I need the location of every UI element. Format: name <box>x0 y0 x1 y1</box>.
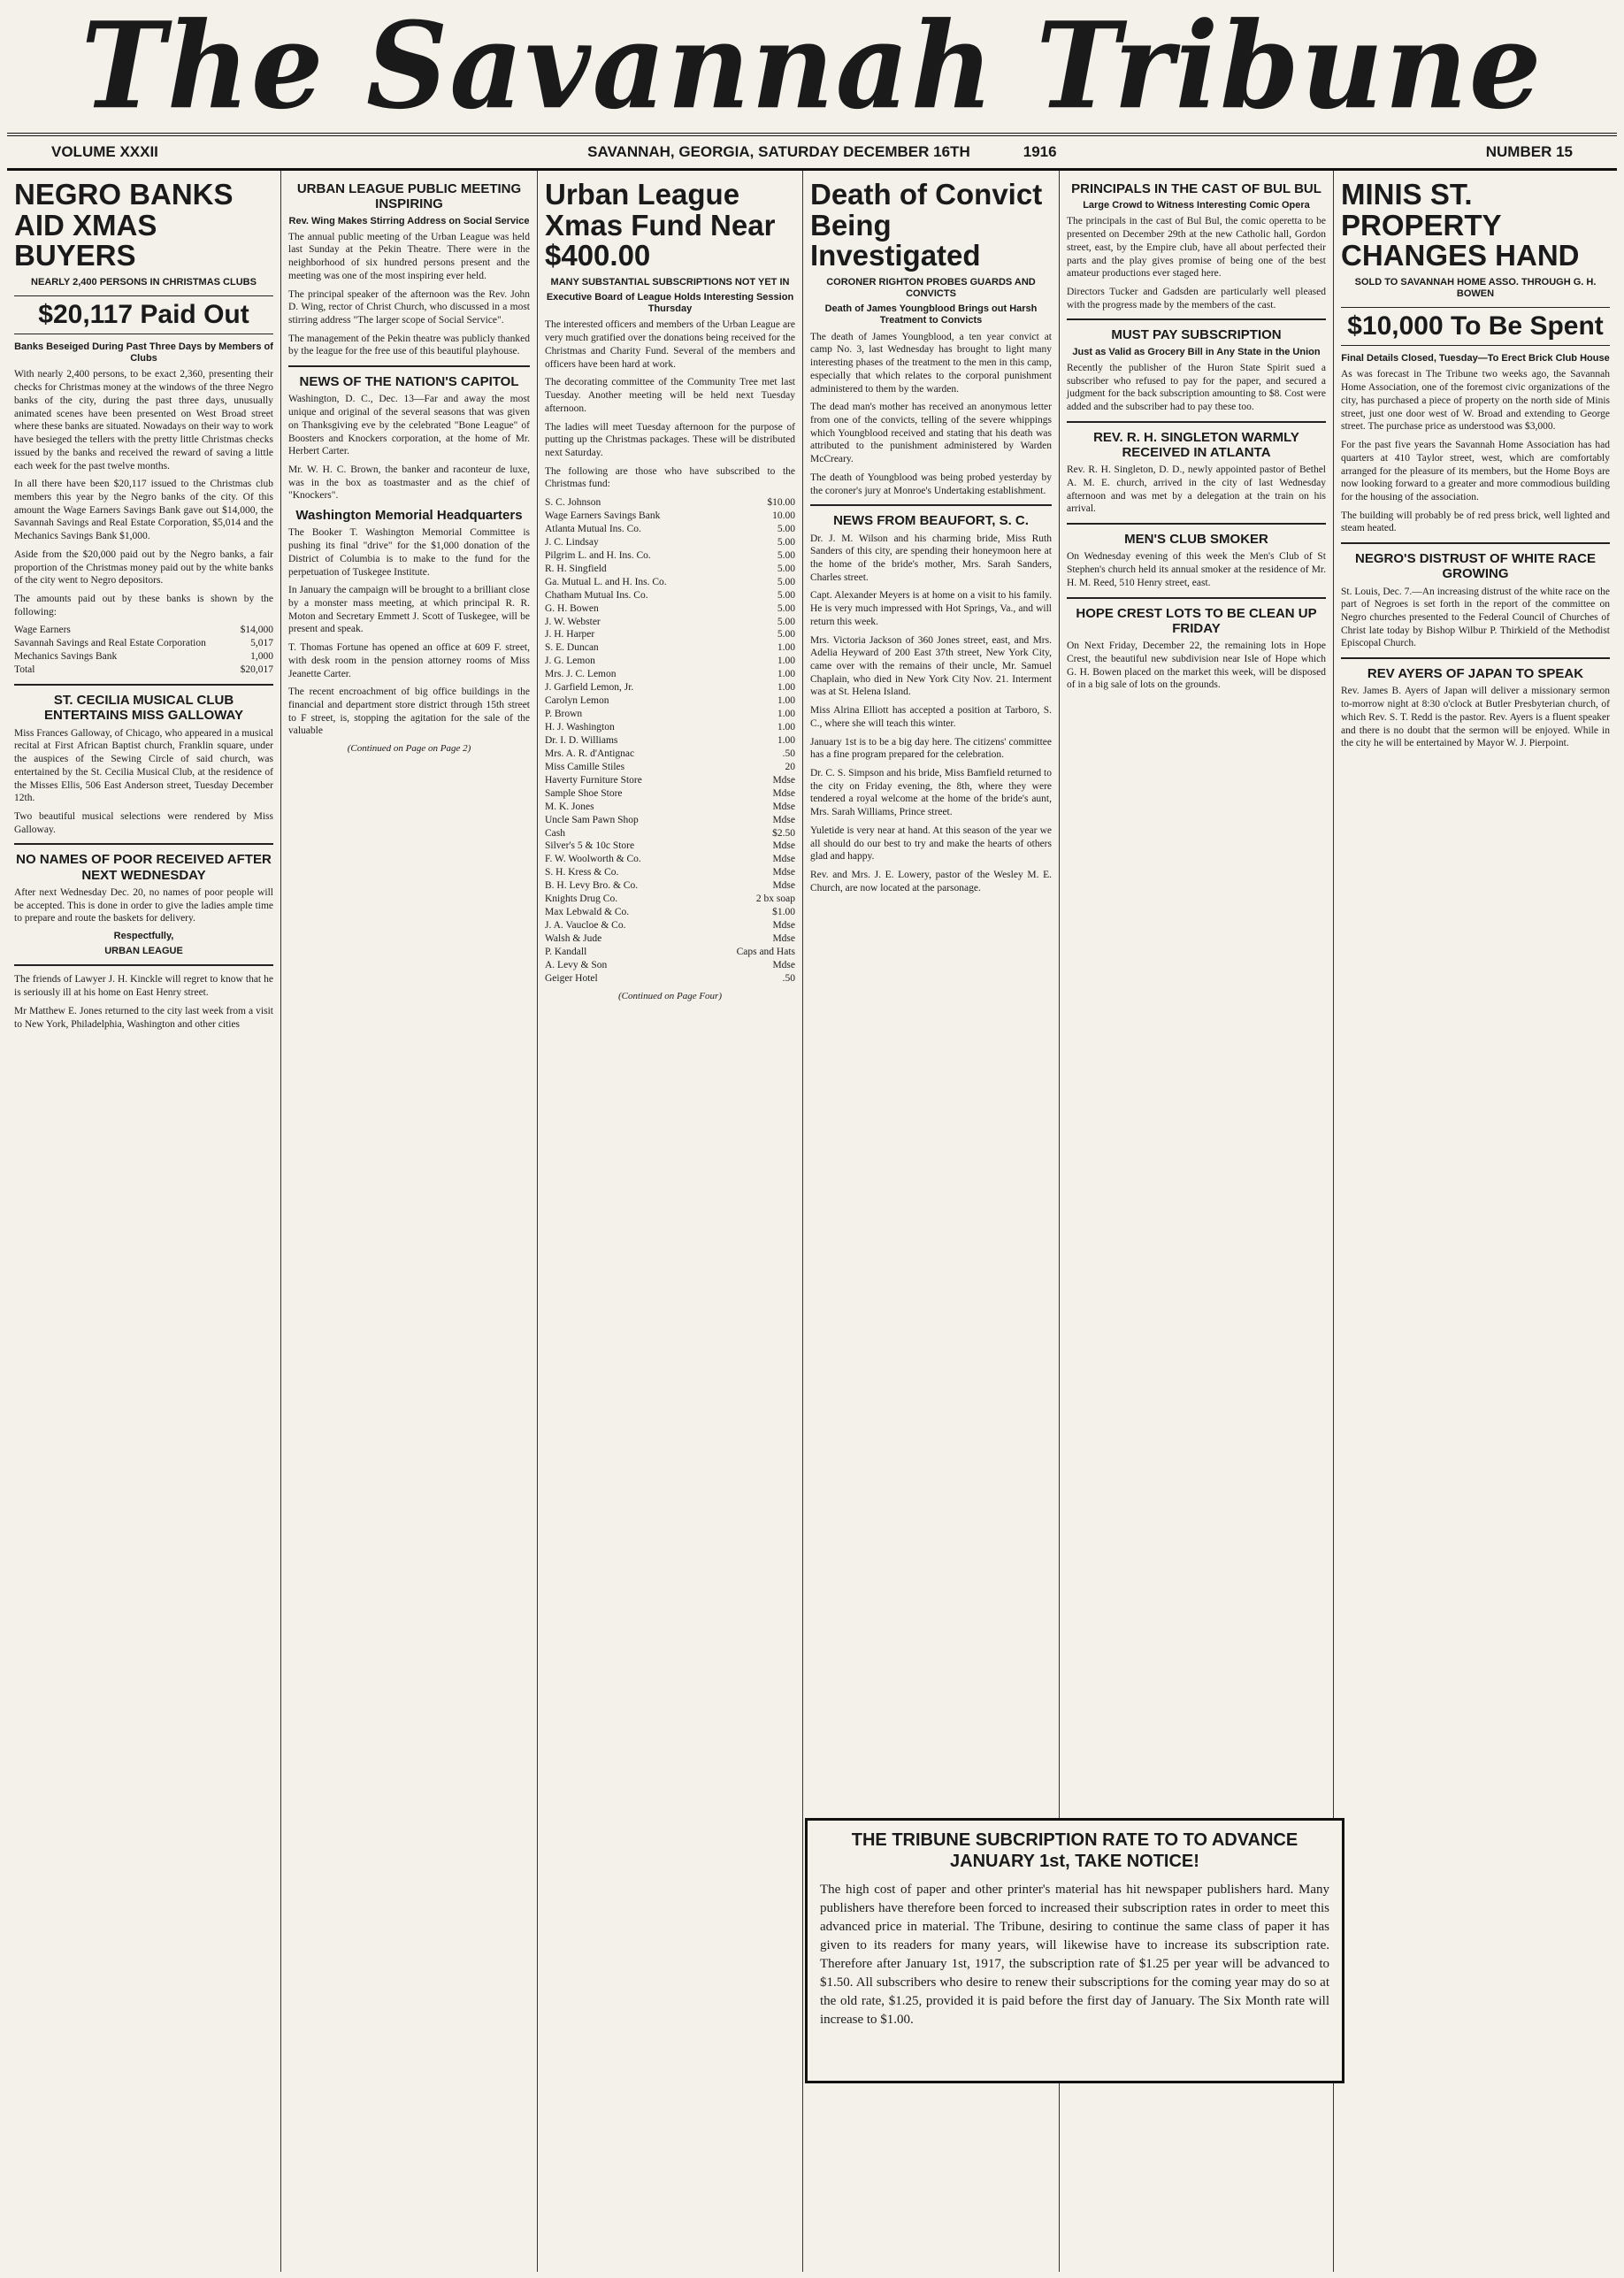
list-item: Savannah Savings and Real Estate Corporation 5,017 <box>14 638 273 649</box>
list-item: P. Kandall Caps and Hats <box>545 946 795 957</box>
article-paragraph: Capt. Alexander Meyers is at home on a visit to his family. He is very much impressed with Hot Springs, Va., and will return this week. <box>810 590 1052 627</box>
article-paragraph: The principal speaker of the afternoon was the Rev. John D. Wing, rector of Christ Church, who discussed in a most stirring address "The larger scope of Social Service". <box>288 288 530 326</box>
subhead-coroner: CORONER RIGHTON PROBES GUARDS AND CONVICTS <box>826 276 1036 300</box>
article-paragraph: The management of the Pekin theatre was publicly thanked by the league for the free use of this beautiful playhouse. <box>288 333 530 357</box>
article-paragraph: The annual public meeting of the Urban League was held last Sunday at the Pekin Theatre. There were in the neighborhood of six hundred persons present and the meeting was one of the most inspiring ever held. <box>288 231 530 281</box>
article-paragraph: Dr. C. S. Simpson and his bride, Miss Bamfield returned to the city on Friday evening, the 8th, where they were tendered a royal welcome at the home of the bride's aunt, Mrs. Sarah Williams, Prince street. <box>810 768 1052 818</box>
article-paragraph: The building will probably be of red press brick, well lighted and steam heated. <box>1341 510 1610 534</box>
list-item: G. H. Bowen 5.00 <box>545 602 795 614</box>
headline-hope-crest: HOPE CREST LOTS TO BE CLEAN UP FRIDAY <box>1076 605 1317 636</box>
headline-mens-club: MEN'S CLUB SMOKER <box>1124 532 1268 548</box>
list-item: Ga. Mutual L. and H. Ins. Co. 5.00 <box>545 576 795 587</box>
headline-negro-distrust: NEGRO'S DISTRUST OF WHITE RACE GROWING <box>1355 551 1596 582</box>
headline-st-cecilia: ST. CECILIA MUSICAL CLUB ENTERTAINS MISS GALLOWAY <box>43 693 243 724</box>
list-item: A. Levy & Son Mdse <box>545 959 795 970</box>
subscription-notice-box <box>805 1818 1344 2083</box>
list-item: Knights Drug Co. 2 bx soap <box>545 894 795 905</box>
deck-executive-board: Executive Board of League Holds Interesting Session Thursday <box>546 292 794 315</box>
article-paragraph: As was forecast in The Tribune two weeks ago, the Savannah Home Association, one of the foremost civic organizations of the city, has purchased a piece of property on the north side of Minis street, just one door west of W. Broad and extending to George street. The purchase price as understood was $3,000. <box>1341 369 1610 433</box>
list-item: J. G. Lemon 1.00 <box>545 656 795 667</box>
list-item: Haverty Furniture Store Mdse <box>545 774 795 786</box>
list-item: Dr. I. D. Williams 1.00 <box>545 734 795 746</box>
issue-year: 1916 <box>1023 143 1057 160</box>
list-item: J. H. Harper 5.00 <box>545 629 795 640</box>
headline-singleton: REV. R. H. SINGLETON WARMLY RECEIVED IN ATLANTA <box>1093 429 1299 461</box>
article-paragraph: The principals in the cast of Bul Bul, the comic operetta to be presented on December 29th at the new Catholic hall, Gordon street, east, by the Empire club, have all about perfected their parts and the play gives promise of being one of the best amateur productions ever staged here. <box>1067 216 1326 280</box>
money-headline: $10,000 To Be Spent <box>1341 307 1610 346</box>
column-6 <box>1334 171 1617 2272</box>
divider <box>14 684 273 686</box>
divider <box>1067 421 1326 423</box>
signature-org: URBAN LEAGUE <box>104 946 183 957</box>
list-item: B. H. Levy Bro. & Co. Mdse <box>545 880 795 892</box>
article-paragraph: Recently the publisher of the Huron State Spirit sued a subscriber who refused to pay for the paper, and secured a judgment for the back subscription amounting to $8. Cost were added and the subscriber had to pay these too. <box>1067 362 1326 413</box>
list-item: Chatham Mutual Ins. Co. 5.00 <box>545 589 795 601</box>
list-item: Carolyn Lemon 1.00 <box>545 695 795 707</box>
subhead-subscriptions: MANY SUBSTANTIAL SUBSCRIPTIONS NOT YET IN <box>550 276 790 288</box>
list-item: Mrs. J. C. Lemon 1.00 <box>545 669 795 680</box>
list-item: Miss Camille Stiles 20 <box>545 761 795 772</box>
article-paragraph: Directors Tucker and Gadsden are particularly well pleased with the progress made by the members of the cast. <box>1067 287 1326 311</box>
headline-must-pay: MUST PAY SUBSCRIPTION <box>1111 327 1282 343</box>
list-item: Mrs. A. R. d'Antignac .50 <box>545 748 795 759</box>
article-paragraph: On Next Friday, December 22, the remaining lots in Hope Crest, the beautiful new subdivision near Isle of Hope which G. H. Bowen placed on the market this week, will be disposed of in a big sale of lots on the grounds. <box>1067 640 1326 691</box>
headline-urban-league-meeting: URBAN LEAGUE PUBLIC MEETING INSPIRING <box>296 181 522 212</box>
list-item: Wage Earners Savings Bank 10.00 <box>545 510 795 522</box>
article-paragraph: The interested officers and members of the Urban League are very much gratified over the donations being received for the Christmas and Charity Fund. Several of the members and officers have been hard at work. <box>545 319 795 370</box>
dateline: SAVANNAH, GEORGIA, SATURDAY DECEMBER 16TH <box>587 143 970 160</box>
article-paragraph: The amounts paid out by these banks is shown by the following: <box>14 593 273 617</box>
divider <box>1067 318 1326 320</box>
article-paragraph: Mr. W. H. C. Brown, the banker and raconteur de luxe, was in the box as toastmaster and as the chief of "Knockers". <box>288 464 530 502</box>
divider <box>1341 657 1610 659</box>
headline-washington-memorial: Washington Memorial Headquarters <box>295 508 523 524</box>
headline-negro-banks: NEGRO BANKS AID XMAS BUYERS <box>14 178 234 272</box>
newspaper-title: The Savannah Tribune <box>80 0 1544 136</box>
list-item: Atlanta Mutual Ins. Co. 5.00 <box>545 523 795 534</box>
list-item: Mechanics Savings Bank 1,000 <box>14 651 273 663</box>
divider <box>14 964 273 966</box>
signature: Respectfully, <box>113 931 174 942</box>
list-item: J. W. Webster 5.00 <box>545 616 795 627</box>
list-item: Walsh & Jude Mdse <box>545 933 795 945</box>
article-paragraph: Washington, D. C., Dec. 13—Far and away the most unique and original of the several seasons that was given on Thanksgiving eve by the celebrated "Bone League" of Boosters and Knockers corporation, at the home of Mr. Herbert Carter. <box>288 394 530 457</box>
article-paragraph: Dr. J. M. Wilson and his charming bride, Miss Ruth Sanders of this city, are spending their honeymoon here at the home of the bride's mother, Mrs. Sarah Sanders, Charles street. <box>810 533 1052 583</box>
list-item: Pilgrim L. and H. Ins. Co. 5.00 <box>545 549 795 561</box>
subhead-savannah-home: SOLD TO SAVANNAH HOME ASSO. THROUGH G. H. BOWEN <box>1354 276 1597 300</box>
column-1 <box>7 171 281 2272</box>
list-item: Uncle Sam Pawn Shop Mdse <box>545 814 795 825</box>
article-paragraph: With nearly 2,400 persons, to be exact 2,360, presenting their checks for Christmas money at the windows of the three Negro banks of the city, during the past three days, unusually animated scenes have been presented on West Broad street where these banks are situated. Nowadays on their way to work have besieged the tellers with the pretty little Christmas checks issued by the banks and received the reward of saving a little each week for the past twelve months. <box>14 369 273 472</box>
article-paragraph: Miss Alrina Elliott has accepted a position at Tarboro, S. C., where she will teach this winter. <box>810 705 1052 729</box>
list-item: Max Lebwald & Co. $1.00 <box>545 907 795 918</box>
article-paragraph: The decorating committee of the Community Tree met last Tuesday. Another meeting will be held next Tuesday afternoon. <box>545 377 795 414</box>
headline-bul-bul: PRINCIPALS IN THE CAST OF BUL BUL <box>1071 181 1321 196</box>
column-3 <box>538 171 803 2272</box>
list-item: Sample Shoe Store Mdse <box>545 787 795 799</box>
deck-final-details: Final Details Closed, Tuesday—To Erect Brick Club House <box>1341 353 1610 364</box>
article-paragraph: The ladies will meet Tuesday afternoon for the purpose of putting up the Christmas packages. These will be distributed next Saturday. <box>545 421 795 458</box>
continued-note: (Continued on Page on Page 2) <box>347 743 471 755</box>
divider <box>1067 597 1326 599</box>
continued-note: (Continued on Page Four) <box>617 990 722 1001</box>
article-paragraph: T. Thomas Fortune has opened an office at 609 F. street, with desk room in the pension attorney rooms of Miss Jeanette Carter. <box>288 642 530 679</box>
list-item: F. W. Woolworth & Co. Mdse <box>545 854 795 865</box>
divider <box>14 843 273 845</box>
article-paragraph: In all there have been $20,117 issued to the Christmas club members this year by the Negro banks of the city. Of this amount the Wage Earners Savings Bank gave out $14,000, the Savannah Savings and Real Estate Corporation, $5,014 and the Mechanics Savings Bank $1,000. <box>14 479 273 542</box>
article-paragraph: After next Wednesday Dec. 20, no names of poor people will be accepted. This is done in order to give the ladies ample time to prepare and route the baskets for delivery. <box>14 886 273 924</box>
divider <box>1067 523 1326 525</box>
article-paragraph: Mr Matthew E. Jones returned to the city last week from a visit to New York, Philadelphia, Washington and other cities <box>14 1005 273 1030</box>
list-item: M. K. Jones Mdse <box>545 801 795 812</box>
article-paragraph: Aside from the $20,000 paid out by the Negro banks, a fair proportion of the Christmas money paid out by the white banks of the city went to Negro depositors. <box>14 548 273 587</box>
article-paragraph: Rev. James B. Ayers of Japan will deliver a missionary sermon to-morrow night at 8:30 o'clock at Butler Presbyterian church, of which Rev. S. T. Redd is the pastor. Rev. Ayers is a fluent speaker and there is no doubt that the sermon will be enjoyed. While in the city he will be entertained by Mayor W. J. Pierpoint. <box>1341 686 1610 749</box>
deck-comic-opera: Large Crowd to Witness Interesting Comic Opera <box>1083 200 1310 211</box>
article-paragraph: Rev. R. H. Singleton, D. D., newly appointed pastor of Bethel A. M. E. church, arrived in the city of last Wednesday afternoon and was met by a delegation at the train on his arrival. <box>1067 464 1326 515</box>
deck-banks-beseiged: Banks Beseiged During Past Three Days by Members of Clubs <box>14 341 273 364</box>
article-paragraph: January 1st is to be a big day here. The citizens' committee has a fine program prepared for the celebration. <box>810 736 1052 761</box>
bank-amounts-list <box>14 624 273 677</box>
list-item: J. C. Lindsay 5.00 <box>545 536 795 548</box>
masthead <box>7 0 1617 136</box>
list-item: R. H. Singfield 5.00 <box>545 563 795 574</box>
list-item: J. A. Vaucloe & Co. Mdse <box>545 920 795 932</box>
headline-rev-ayers: REV AYERS OF JAPAN TO SPEAK <box>1367 666 1584 682</box>
notice-title: THE TRIBUNE SUBCRIPTION RATE TO TO ADVANCE JANUARY 1st, TAKE NOTICE! <box>851 1830 1298 1871</box>
headline-news-beaufort: NEWS FROM BEAUFORT, S. C. <box>833 513 1029 529</box>
list-item-total: Total $20,017 <box>14 664 273 676</box>
list-item: J. Garfield Lemon, Jr. 1.00 <box>545 682 795 694</box>
article-paragraph: St. Louis, Dec. 7.—An increasing distrust of the white race on the part of Negroes is set forth in the report of the committee on Negro churches presented to the Federal Council of Churches of Christ late today by Bishop Wilbur P. Thirkield of the Methodist Episcopal Church. <box>1341 586 1610 649</box>
divider <box>1341 542 1610 544</box>
money-headline: $20,117 Paid Out <box>14 295 273 334</box>
headline-no-names-poor: NO NAMES OF POOR RECEIVED AFTER NEXT WEDNESDAY <box>16 852 272 883</box>
headline-convict-death: Death of Convict Being Investigated <box>810 178 1043 272</box>
article-paragraph: Mrs. Victoria Jackson of 360 Jones street, east, and Mrs. Adelia Heyward of 200 East 37th street, New York City, came over with the remains of their uncle, Mr. Samuel Chaplain, who died in New York City Nov. 21. Interment was at St. Helena Island. <box>810 634 1052 698</box>
list-item: H. J. Washington 1.00 <box>545 722 795 733</box>
headline-xmas-fund: Urban League Xmas Fund Near $400.00 <box>545 178 776 272</box>
article-paragraph: Miss Frances Galloway, of Chicago, who appeared in a musical recital at First African Baptist church, Franklin square, under the auspices of the Sewing Circle of said church, was entertained by the St. Cecilia Musical Club, at the residence of the Misses Ellis, 506 East Anderson street, Tuesday December 12th. <box>14 727 273 804</box>
list-item: S. E. Duncan 1.00 <box>545 642 795 654</box>
list-item: S. H. Kress & Co. Mdse <box>545 867 795 878</box>
article-paragraph: The recent encroachment of big office buildings in the financial and department store district through 15th street to F street, is, stopping the agitation for the sale of the valuable <box>288 686 530 737</box>
article-paragraph: The Booker T. Washington Memorial Committee is pushing its final "drive" for the $1,000 donation of the District of Columbia is to make to the fund for the perpetuation of Tuskegee Institute. <box>288 527 530 578</box>
donor-list <box>545 496 795 986</box>
article-paragraph: The friends of Lawyer J. H. Kinckle will regret to know that he is seriously ill at his home on East Henry street. <box>14 974 273 999</box>
column-2 <box>281 171 538 2272</box>
article-paragraph: Yuletide is very near at hand. At this season of the year we all should do our best to try and make the hearts of others glad and happy. <box>810 825 1052 863</box>
headline-minis-property: MINIS ST. PROPERTY CHANGES HAND <box>1341 178 1580 272</box>
list-item: P. Brown 1.00 <box>545 709 795 720</box>
headline-nations-capitol: NEWS OF THE NATION'S CAPITOL <box>299 374 519 390</box>
deck-grocery-bill: Just as Valid as Grocery Bill in Any State in the Union <box>1072 346 1321 357</box>
notice-body: The high cost of paper and other printer's material has hit newspaper publishers hard. Many publishers have therefore been forced to increased their subscription rates in order to meet this advanced price in material. The Tribune, desiring to continue the same class of paper it has given to its readers for many years, will likewise have to increase its subscription rate. Therefore after January 1st, 1917, the subscription rate of $1.25 per year will be advanced to $1.50. All subscribers who desire to renew their subscriptions for the coming year may do so at the old rate, $1.25, provided it is paid before the first day of January. The Six Month rate will increase to $1.00. <box>820 1883 1329 2027</box>
issue-number: NUMBER 15 <box>1485 143 1573 160</box>
article-paragraph: Two beautiful musical selections were rendered by Miss Galloway. <box>14 810 273 835</box>
divider <box>288 365 530 367</box>
subhead-christmas-clubs: NEARLY 2,400 PERSONS IN CHRISTMAS CLUBS <box>31 276 257 288</box>
article-paragraph: The dead man's mother has received an anonymous letter from one of the convicts, telling of the severe whippings which Youngblood received and stating that his death was attributed to the punishment administered by Warden McCreary. <box>810 402 1052 465</box>
article-paragraph: In January the campaign will be brought to a brilliant close by a monster mass meeting, at which principal R. R. Moton and Secretary Emmett J. Scott of Tuskegee, will be present and speak. <box>288 585 530 635</box>
article-paragraph: On Wednesday evening of this week the Men's Club of St Stephen's church held its annual smoker at the residence of Mr. H. M. Reed, 510 Henry street, east. <box>1067 551 1326 588</box>
deck-rev-wing: Rev. Wing Makes Stirring Address on Social Service <box>288 215 530 226</box>
article-paragraph: The death of James Youngblood, a ten year convict at camp No. 3, last Wednesday has brought to light many interesting phases of the treatment to the men in this camp, especially that which relates to the corporal punishment administered to them by the warden. <box>810 331 1052 395</box>
list-item: Geiger Hotel .50 <box>545 972 795 984</box>
article-paragraph: The death of Youngblood was being probed yesterday by the coroner's jury at Monroe's Undertaking establishment. <box>810 472 1052 496</box>
list-item: Silver's 5 & 10c Store Mdse <box>545 840 795 852</box>
list-item: Wage Earners $14,000 <box>14 625 273 636</box>
list-item: Cash $2.50 <box>545 827 795 839</box>
list-item: S. C. Johnson $10.00 <box>545 497 795 509</box>
article-paragraph: The following are those who have subscribed to the Christmas fund: <box>545 465 795 490</box>
divider <box>810 504 1052 506</box>
article-paragraph: Rev. and Mrs. J. E. Lowery, pastor of the Wesley M. E. Church, are now located at the parsonage. <box>810 870 1052 894</box>
article-paragraph: For the past five years the Savannah Home Association has had quarters at 410 Taylor street, west, which are comfortably arranged for the pleasure of its members, but the Home Boys are now looking forward to a greater and more commodious building for the housing of the association. <box>1341 440 1610 502</box>
volume-number: VOLUME XXXII <box>51 143 158 160</box>
issue-info-bar <box>7 136 1617 171</box>
deck-youngblood: Death of James Youngblood Brings out Harsh Treatment to Convicts <box>824 303 1038 326</box>
